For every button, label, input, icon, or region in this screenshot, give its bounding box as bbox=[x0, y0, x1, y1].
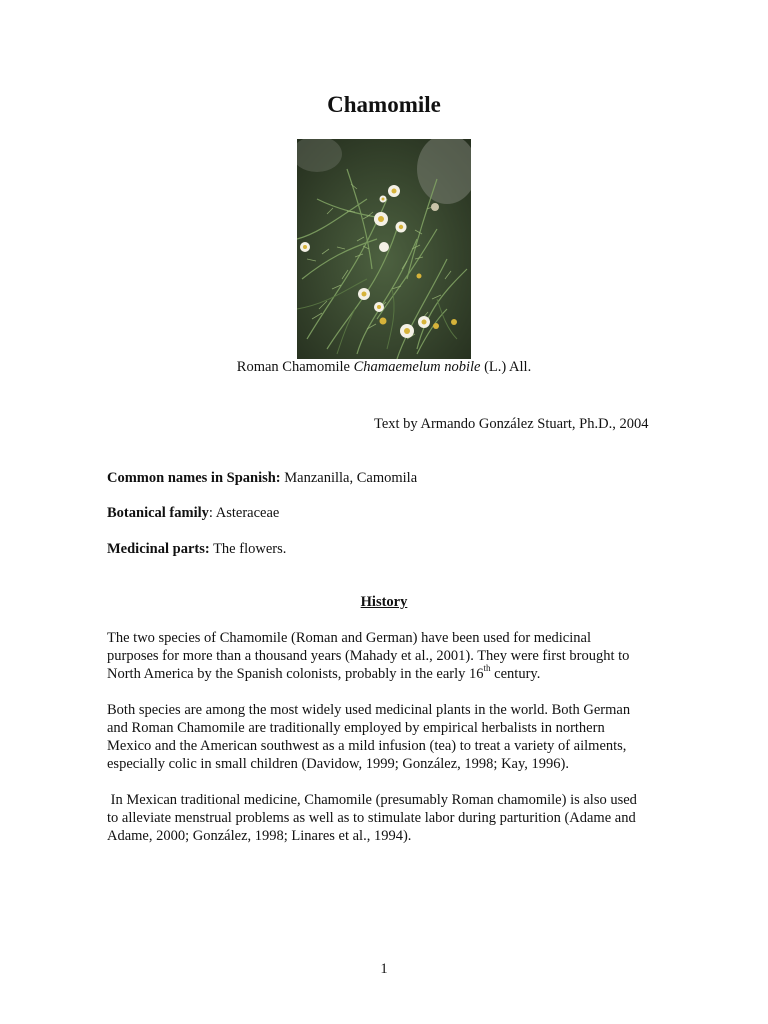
medicinal-parts-label: Medicinal parts: bbox=[107, 541, 210, 557]
paragraph-line: to alleviate menstrual problems as well as to stimulate labor during parturition (Adame and bbox=[107, 810, 636, 826]
history-paragraph-3 bbox=[107, 791, 667, 845]
history-paragraph-2 bbox=[107, 701, 667, 773]
paragraph-text: North America by the Spanish colonists, probably in the early 16 bbox=[107, 666, 484, 682]
chamomile-plant-photo bbox=[297, 139, 471, 359]
history-paragraph-1 bbox=[107, 629, 667, 683]
caption-authority: (L.) All. bbox=[480, 359, 532, 375]
botanical-family-label: Botanical family bbox=[107, 505, 209, 521]
paragraph-text: century. bbox=[490, 666, 541, 682]
medicinal-parts-field bbox=[107, 541, 286, 558]
paragraph-line: Both species are among the most widely used medicinal plants in the world. Both German bbox=[107, 702, 631, 718]
paragraph-line: The two species of Chamomile (Roman and German) have been used for medicinal bbox=[107, 630, 591, 646]
paragraph-line: In Mexican traditional medicine, Chamomile (presumably Roman chamomile) is also used bbox=[107, 792, 637, 808]
common-names-label: Common names in Spanish: bbox=[107, 470, 281, 486]
paragraph-line: and Roman Chamomile are traditionally employed by empirical herbalists in northern bbox=[107, 720, 605, 736]
photo-caption bbox=[0, 359, 768, 376]
page-title: Chamomile bbox=[327, 92, 441, 117]
page-number: 1 bbox=[380, 961, 388, 977]
botanical-family-field bbox=[107, 505, 279, 522]
common-names-value: Manzanilla, Camomila bbox=[280, 470, 418, 486]
caption-common-name: Roman Chamomile bbox=[236, 359, 354, 375]
medicinal-parts-value: The flowers. bbox=[209, 541, 287, 557]
paragraph-line: Adame, 2000; González, 1998; Linares et al., 1994). bbox=[107, 828, 412, 844]
paragraph-line: purposes for more than a thousand years (Mahady et al., 2001). They were first brought to bbox=[107, 648, 630, 664]
common-names-field bbox=[107, 470, 417, 487]
author-byline: Text by Armando González Stuart, Ph.D., 2004 bbox=[374, 416, 649, 432]
caption-scientific-name: Chamaemelum nobile bbox=[353, 359, 481, 375]
history-heading: History bbox=[360, 594, 408, 610]
paragraph-line: Mexico and the American southwest as a mild infusion (tea) to treat a variety of ailments, bbox=[107, 738, 627, 754]
ordinal-superscript: th bbox=[483, 663, 491, 673]
botanical-family-value: : Asteraceae bbox=[208, 505, 280, 521]
paragraph-line: especially colic in small children (Davidow, 1999; González, 1998; Kay, 1996). bbox=[107, 756, 569, 772]
paragraph-line bbox=[107, 665, 667, 683]
